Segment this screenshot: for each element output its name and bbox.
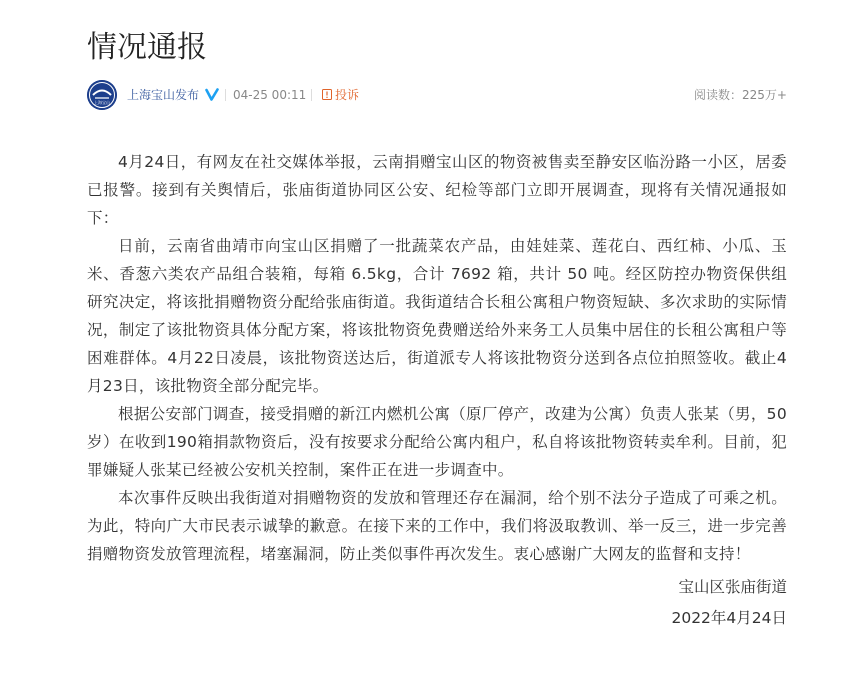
signature-date: 2022年4月24日 — [671, 609, 787, 627]
publish-time: 04-25 00:11 — [233, 88, 307, 102]
article-meta — [87, 80, 787, 110]
paragraph: 根据公安部门调查，接受捐赠的新江内燃机公寓（原厂停产，改建为公寓）负责人张某（男，50岁）在收到190箱捐款物资后，没有按要求分配给公寓内租户，私自将该批物资转卖牟利。目前，犯罪嫌疑人张某已经被公安机关控制，案件正在进一步调查中。 — [87, 405, 787, 479]
article-title: 情况通报 — [87, 30, 207, 65]
signature-org: 宝山区张庙街道 — [678, 578, 787, 596]
complain-link[interactable]: 投诉 — [335, 88, 360, 102]
paragraph: 4月24日，有网友在社交媒体举报，云南捐赠宝山区的物资被售卖至静安区临汾路一小区，居委已报警。接到有关舆情后，张庙街道协同区公安、纪检等部门立即开展调查，现将有关情况通报如下： — [87, 153, 787, 227]
baoshan-logo — [87, 80, 117, 110]
avatar[interactable] — [87, 80, 117, 110]
article-body — [87, 148, 787, 634]
complain-icon[interactable] — [322, 89, 332, 100]
verified-badge-icon — [205, 88, 219, 102]
svg-text:上海宝山: 上海宝山 — [94, 100, 110, 105]
meta-divider — [225, 89, 226, 101]
author-name[interactable]: 上海宝山发布 — [127, 88, 200, 102]
meta-divider — [311, 89, 312, 101]
paragraph: 本次事件反映出我街道对捐赠物资的发放和管理还存在漏洞，给个别不法分子造成了可乘之机。为此，特向广大市民表示诚挚的歉意。在接下来的工作中，我们将汲取教训、举一反三，进一步完善捐赠物资发放管理流程，堵塞漏洞，防止类似事件再次发生。衷心感谢广大网友的监督和支持！ — [87, 489, 787, 563]
paragraph: 日前，云南省曲靖市向宝山区捐赠了一批蔬菜农产品，由娃娃菜、莲花白、西红柿、小瓜、玉米、香葱六类农产品组合装箱，每箱 6.5kg，合计 7692 箱，共计 50 吨。经区防控办物资保供组研究决定，将该批捐赠物资分配给张庙街道。我街道结合长租公寓租户物资短缺、多次求助的实际情况，制定了该批物资具体分配方案，将该批物资免费赠送给外来务工人员集中居住的长租公寓租户等困难群体。4月22日凌晨，该批物资送达后，街道派专人将该批物资分送到各点位拍照签收。截止4月23日，该批物资全部分配完毕。 — [87, 237, 787, 395]
read-count: 阅读数：225万+ — [694, 88, 787, 102]
